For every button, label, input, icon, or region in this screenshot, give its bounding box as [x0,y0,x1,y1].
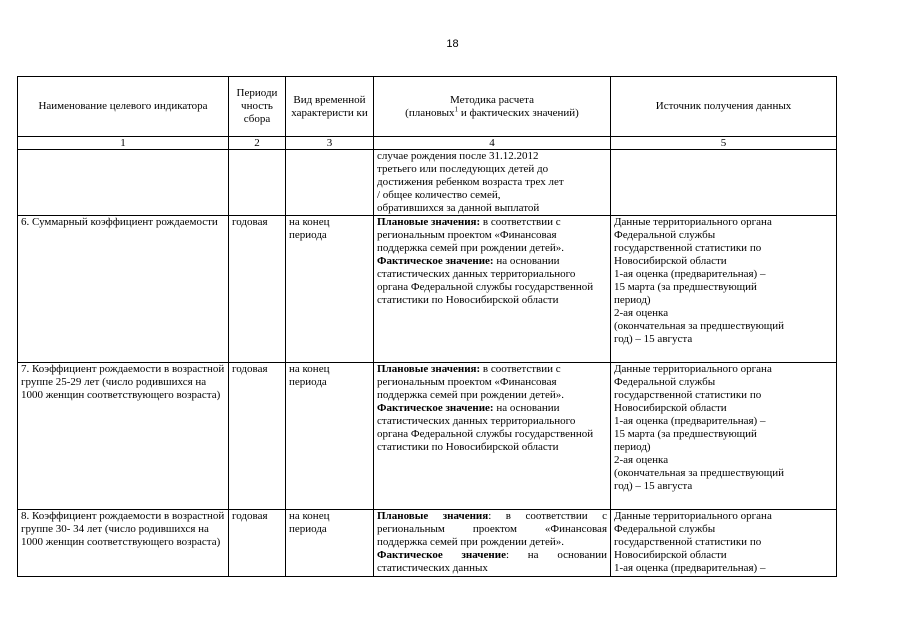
source-cell [611,510,837,577]
method-line: третьего или последующих детей до [377,163,549,175]
header-indicator-name: Наименование целевого индикатора [18,77,229,137]
indicator-name-cell: 7. Коэффициент рождаемости в возрастной группе 25-29 лет (число родившихся на 1000 женщин соответствующего возраста) [18,363,229,510]
fact-text: на основании статистических данных территориального органа Федеральной службы государственной статистики по Новосибирской области [377,402,594,453]
source-line: Федеральной службы [614,229,716,241]
page-number: 18 [446,38,459,50]
method-line: / общее количество семей, [377,189,501,201]
source-line: Федеральной службы [614,376,716,388]
source-line: 15 марта (за предшествующий [614,428,757,440]
plan-label: Плановые значения: [377,216,481,228]
source-line: год) – 15 августа [614,480,693,492]
source-line: 1-ая оценка (предварительная) – [614,562,766,574]
source-line: 15 марта (за предшествующий [614,281,757,293]
method-cell [374,216,611,363]
method-line: обратившихся за данной выплатой [377,202,540,214]
source-cell [611,216,837,363]
column-number: 1 [18,137,229,150]
plan-text: : в соответствии с региональным проектом «Финансовая поддержка семей при рождении детей». [377,510,607,548]
header-time-characteristic: Вид временной характеристи ки [286,77,374,137]
fact-label: Фактическое значение: [377,255,494,267]
periodicity-cell: годовая [229,510,286,577]
source-line: 2-ая оценка [614,454,669,466]
source-line: Новосибирской области [614,402,727,414]
column-number: 2 [229,137,286,150]
periodicity-cell: годовая [229,363,286,510]
header-method-sub-a: (плановых [405,106,455,119]
table-row [18,363,837,510]
fact-text: на основании статистических данных территориального органа Федеральной службы государственной статистики по Новосибирской области [377,255,594,306]
column-number: 3 [286,137,374,150]
indicators-table [17,76,837,577]
header-method-title: Методика расчета [450,93,534,106]
time-characteristic-cell: на конец периода [286,216,374,363]
source-line: год) – 15 августа [614,333,693,345]
source-line: 1-ая оценка (предварительная) – [614,415,766,427]
source-line: период) [614,441,651,453]
table-row [18,216,837,363]
fact-label: Фактическое значение: [377,402,494,414]
method-line: достижения ребенком возраста трех лет [377,176,564,188]
header-method-sub-b: и фактических значений) [458,106,579,119]
periodicity-cell: годовая [229,216,286,363]
time-characteristic-cell: на конец периода [286,363,374,510]
plan-text: в соответствии с региональным проектом «Финансовая поддержка семей при рождении детей». [377,363,564,401]
table-row-continuation [18,150,837,216]
source-line: 1-ая оценка (предварительная) – [614,268,766,280]
source-line: Новосибирской области [614,255,727,267]
column-number: 5 [611,137,837,150]
header-data-source: Источник получения данных [611,77,837,137]
fact-label: Фактическое значение [377,549,506,561]
method-cell [374,150,611,216]
method-line: случае рождения после 31.12.2012 [377,150,539,162]
source-line: 2-ая оценка [614,307,669,319]
source-line: государственной статистики по [614,242,762,254]
column-number: 4 [374,137,611,150]
source-line: государственной статистики по [614,536,762,548]
table-row [18,510,837,577]
indicator-name-cell: 6. Суммарный коэффициент рождаемости [18,216,229,363]
source-line: Новосибирской области [614,549,727,561]
source-line: Федеральной службы [614,523,716,535]
source-line: период) [614,294,651,306]
indicator-name-cell: 8. Коэффициент рождаемости в возрастной группе 30- 34 лет (число родившихся на 1000 женщин соответствующего возраста) [18,510,229,577]
column-number-row [18,137,837,150]
header-periodicity: Периоди чность сбора [229,77,286,137]
periodicity-cell [229,150,286,216]
fact-text: : на основании статистических данных [377,549,607,574]
source-line: Данные территориального органа [614,363,772,375]
source-line: Данные территориального органа [614,510,772,522]
indicator-name-cell [18,150,229,216]
time-characteristic-cell [286,150,374,216]
method-cell [374,510,611,577]
header-method [374,77,611,137]
method-cell [374,363,611,510]
plan-label: Плановые значения [377,510,489,522]
source-cell [611,363,837,510]
header-method-footnote: 1 [454,104,459,113]
source-line: государственной статистики по [614,389,762,401]
source-line: Данные территориального органа [614,216,772,228]
plan-text: в соответствии с региональным проектом «Финансовая поддержка семей при рождении детей». [377,216,564,254]
source-line: (окончательная за предшествующий [614,320,785,332]
plan-label: Плановые значения: [377,363,481,375]
source-line: (окончательная за предшествующий [614,467,785,479]
table-header-row [18,77,837,137]
source-cell [611,150,837,216]
time-characteristic-cell: на конец периода [286,510,374,577]
